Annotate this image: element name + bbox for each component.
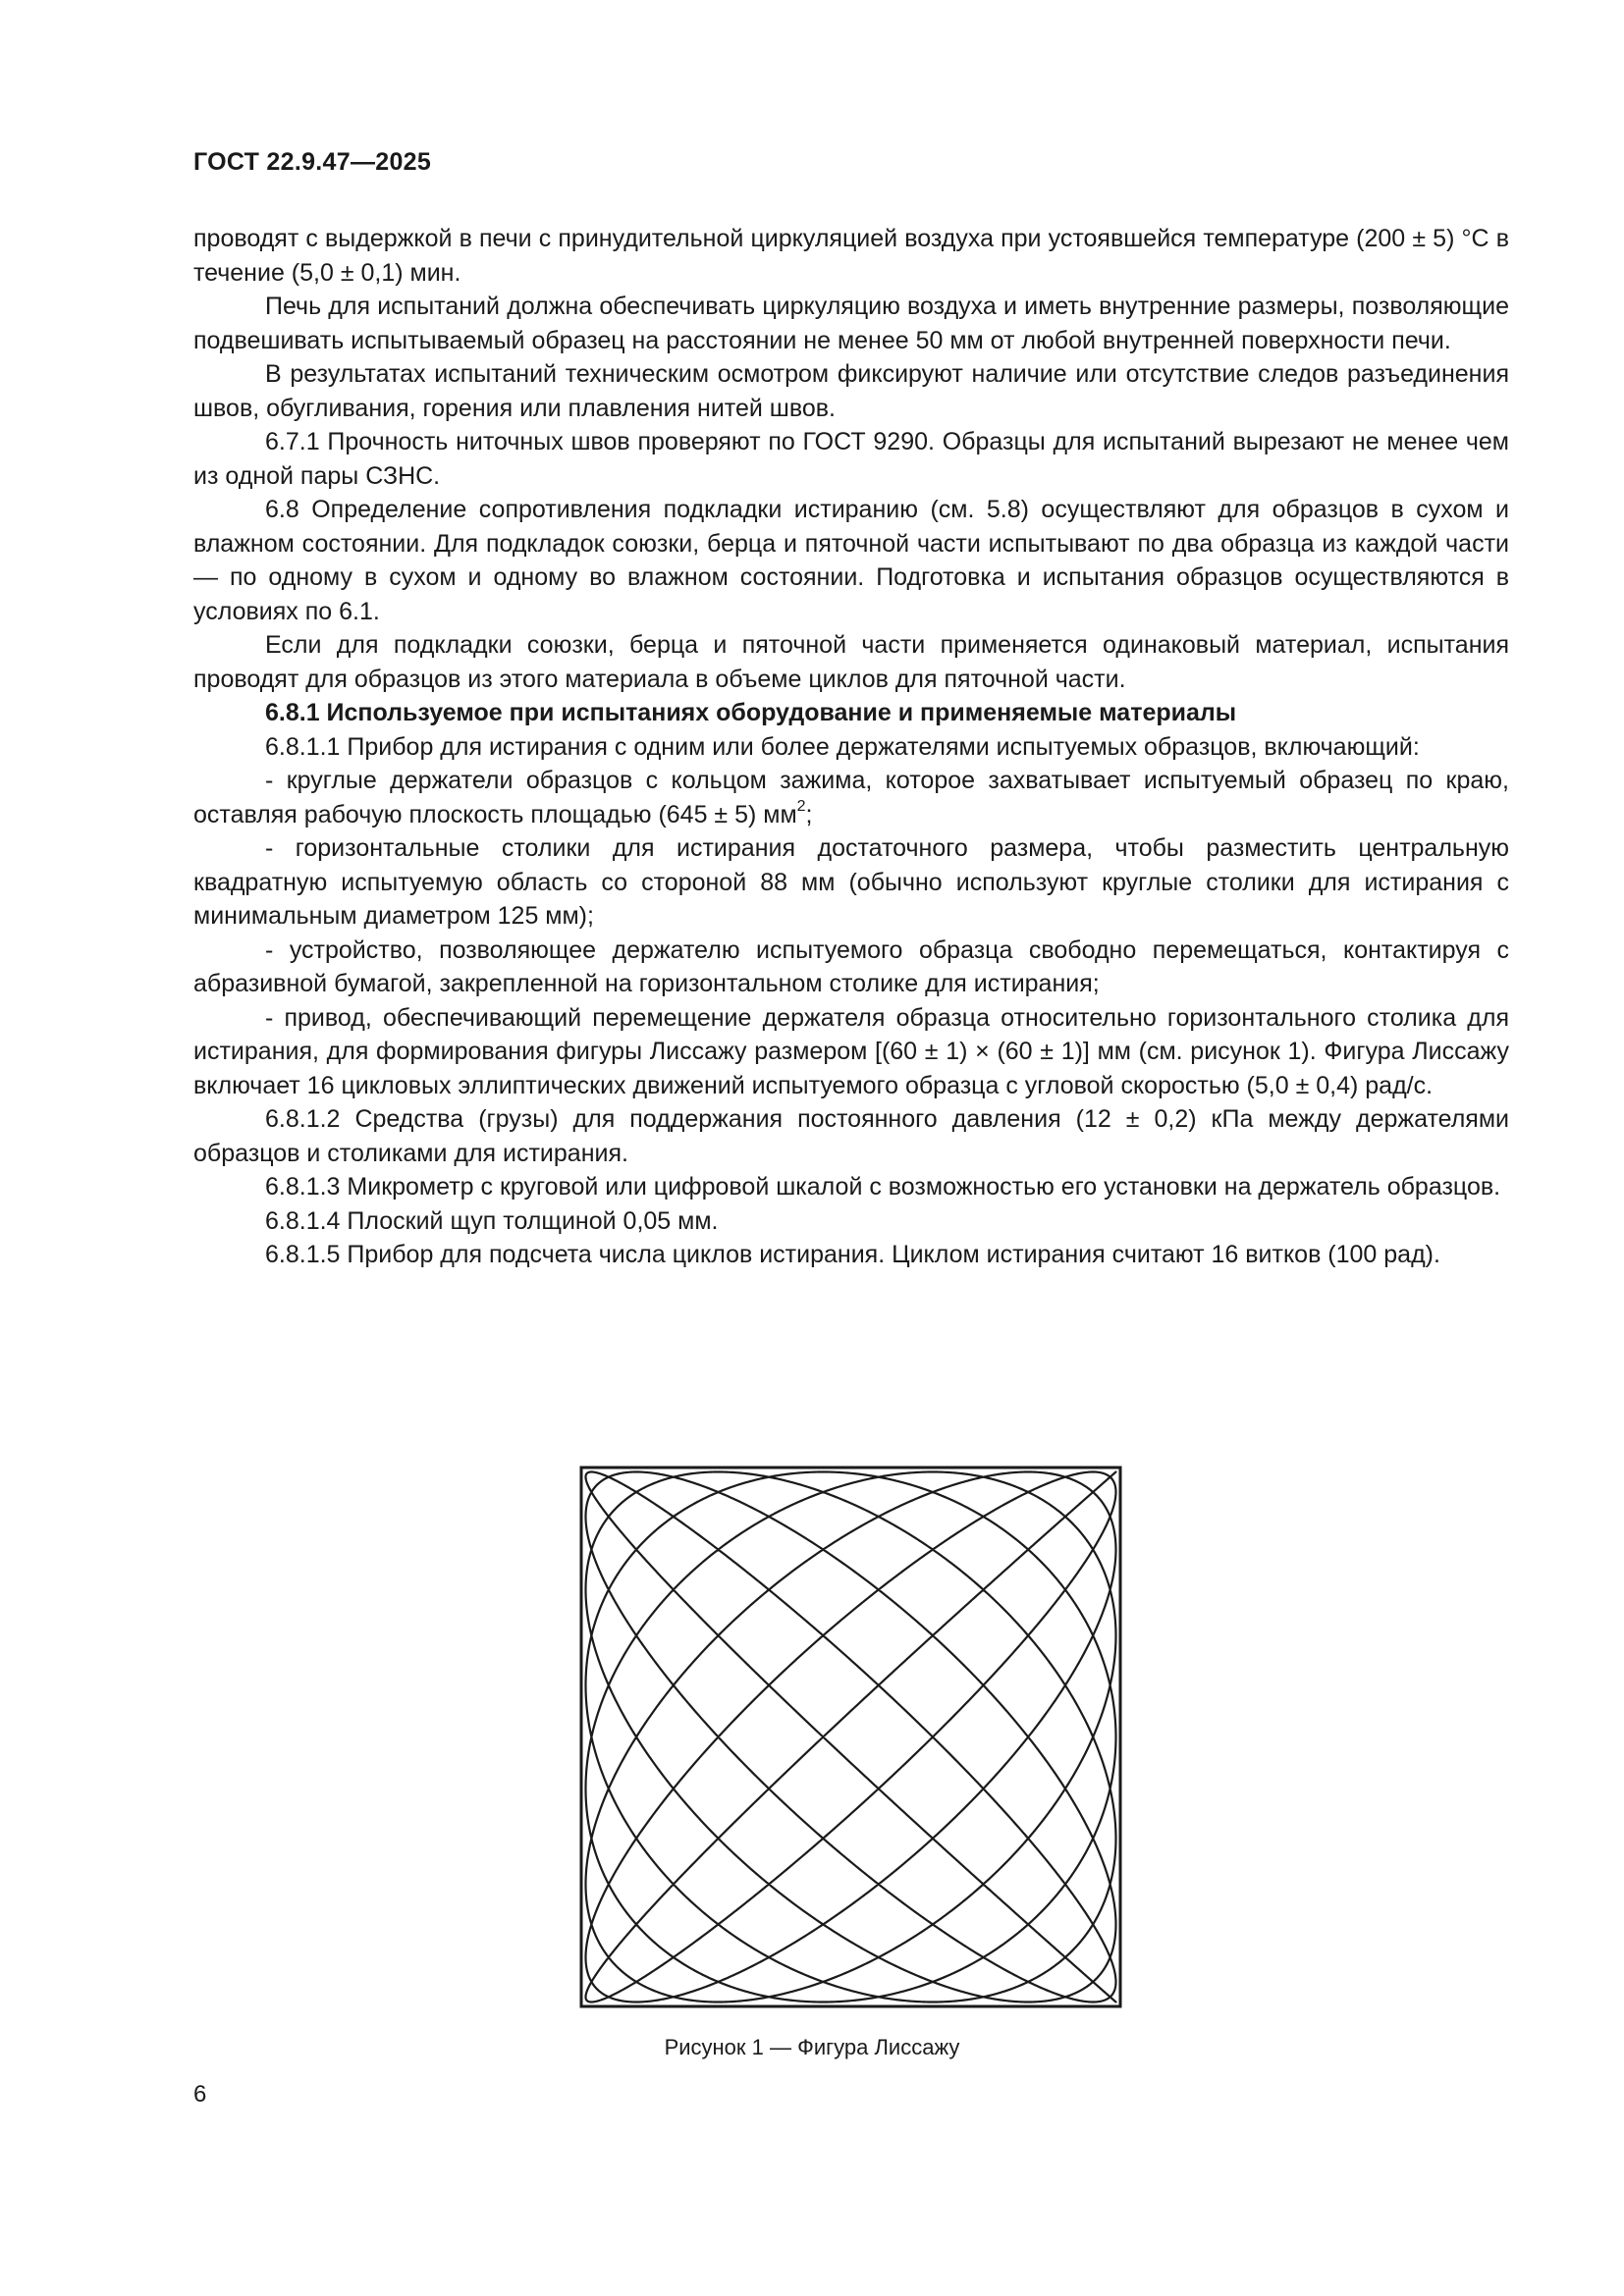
list-item: - горизонтальные столики для истирания достаточного размера, чтобы разместить центральную квадратную испытуемую область со стороной 88 мм (обычно используют круглые столики для истирания с минимальным диаметром 125 мм);	[193, 834, 1509, 930]
list-item: - устройство, позволяющее держателю испытуемого образца свободно перемещаться, контактируя с абразивной бумагой, закрепленной на горизонтальном столике для истирания;	[193, 935, 1509, 997]
document-header: ГОСТ 22.9.47—2025	[193, 148, 432, 176]
paragraph: Если для подкладки союзки, берца и пяточной части применяется одинаковый материал, испытания проводят для образцов из этого материала в объеме циклов для пяточной части.	[193, 631, 1509, 693]
lissajous-figure-svg	[579, 1466, 1122, 2008]
paragraph: проводят с выдержкой в печи с принудительной циркуляцией воздуха при устоявшейся температуре (200 ± 5) °С в течение (5,0 ± 0,1) мин.	[193, 225, 1509, 287]
paragraph: 6.8.1.3 Микрометр с круговой или цифровой шкалой с возможностью его установки на держатель образцов.	[265, 1173, 1501, 1201]
page-number: 6	[193, 2081, 207, 2108]
paragraph: 6.8.1.5 Прибор для подсчета числа циклов истирания. Циклом истирания считают 16 витков (100 рад).	[265, 1241, 1440, 1268]
list-item-end: ;	[805, 800, 813, 828]
list-item: - привод, обеспечивающий перемещение держателя образца относительно горизонтального столика для истирания, для формирования фигуры Лиссажу размером [(60 ± 1) × (60 ± 1)] мм (см. рисунок 1). Фигура Лиссажу включает 16 цикловых эллиптических движений испытуемого образца с угловой скоростью (5,0 ± 0,4) рад/с.	[193, 1003, 1509, 1099]
lissajous-figure	[579, 1466, 1122, 2008]
list-item	[193, 764, 1509, 831]
paragraph: Печь для испытаний должна обеспечивать циркуляцию воздуха и иметь внутренние размеры, позволяющие подвешивать испытываемый образец на расстоянии не менее 50 мм от любой внутренней поверхности печи.	[193, 293, 1509, 354]
lissajous-curve	[586, 1472, 1116, 2002]
figure-frame	[581, 1468, 1120, 2006]
paragraph: 6.8 Определение сопротивления подкладки истиранию (см. 5.8) осуществляют для образцов в сухом и влажном состоянии. Для подкладок союзки, берца и пяточной части испытывают по два образца из каждой части — по одному в сухом и одному во влажном состоянии. Подготовка и испытания образцов осуществляются в условиях по 6.1.	[193, 496, 1509, 625]
paragraph: 6.8.1.1 Прибор для истирания с одним или более держателями испытуемых образцов, включающий:	[265, 732, 1420, 761]
document-body	[193, 222, 1509, 1272]
paragraph: В результатах испытаний техническим осмотром фиксируют наличие или отсутствие следов разъединения швов, обугливания, горения или плавления нитей швов.	[193, 360, 1509, 422]
superscript: 2	[796, 798, 806, 816]
figure-caption: Рисунок 1 — Фигура Лиссажу	[664, 2035, 960, 2059]
list-item-text: - круглые держатели образцов с кольцом зажима, которое захватывает испытуемый образец по краю, оставляя рабочую плоскость площадью (645 ± 5) мм	[193, 767, 1509, 828]
paragraph: 6.8.1.2 Средства (грузы) для поддержания постоянного давления (12 ± 0,2) кПа между держателями образцов и столиками для истирания.	[193, 1105, 1509, 1167]
section-heading: 6.8.1 Используемое при испытаниях оборудование и применяемые материалы	[265, 699, 1237, 726]
paragraph: 6.8.1.4 Плоский щуп толщиной 0,05 мм.	[265, 1206, 719, 1235]
paragraph: 6.7.1 Прочность ниточных швов проверяют по ГОСТ 9290. Образцы для испытаний вырезают не менее чем из одной пары СЗНС.	[193, 428, 1509, 490]
